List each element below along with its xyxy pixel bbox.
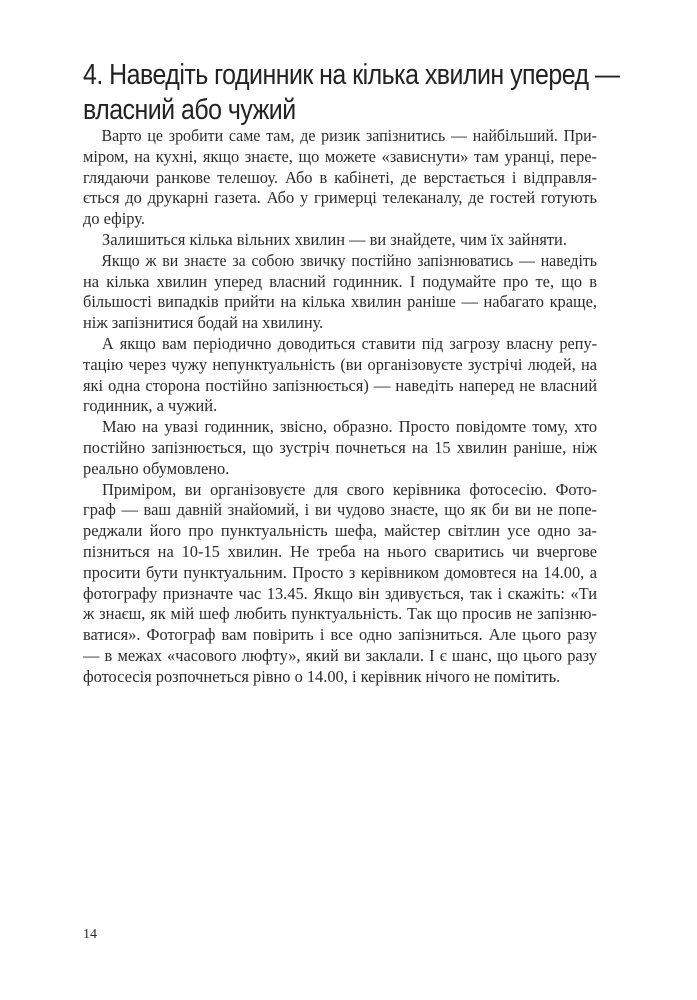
- paragraph-4: [83, 334, 597, 417]
- paragraph-1: [83, 126, 597, 230]
- text-line: граф — ваш давній знайомий, і ви чудово знаєте, що як би ви не попе-: [83, 500, 597, 520]
- text-line: просити бути пунктуальним. Просто з керівником домовтеся на 14.00, а: [83, 562, 597, 582]
- text-line: ніж запізнитися бодай на хвилину.: [83, 313, 324, 333]
- text-line: годинник, а чужий.: [83, 396, 218, 416]
- text-line: тацію через чужу непунктуальність (ви організовуєте зустрічі людей, на: [83, 354, 597, 374]
- text-line: ється до друкарні газета. Або у гримерці телеканалу, де гостей готують: [83, 188, 597, 208]
- text-line: фотографу призначте час 13.45. Якщо він здивується, так і скажіть: «Ти: [83, 583, 597, 603]
- text-line: фотосесія розпочнеться рівно о 14.00, і керівник нічого не помітить.: [83, 666, 561, 686]
- text-line: — в межах «часового люфту», який ви заклали. І є шанс, що цього разу: [83, 645, 597, 665]
- text-line: Приміром, ви організовуєте для свого керівника фотосесію. Фото-: [102, 479, 597, 499]
- text-line: до ефіру.: [83, 209, 145, 229]
- text-line: Варто це зробити саме там, де ризик запізнитись — найбільший. При-: [101, 126, 597, 145]
- heading-line-2: власний або чужий: [83, 94, 296, 126]
- paragraph-5: [83, 417, 597, 479]
- page-number: 14: [83, 927, 97, 942]
- text-line: які одна сторона постійно запізнюється) — наведіть наперед не власний: [83, 375, 597, 395]
- text-line: більшості випадків прийти на кілька хвилин раніше — набагато краще,: [83, 292, 597, 312]
- text-line: Якщо ж ви знаєте за собою звичку постійно запізнюватись — наведіть: [101, 250, 598, 270]
- text-line: реджали його про пунктуальність шефа, майстер світлин усе одно за-: [83, 521, 597, 541]
- text-line: Залишиться кілька вільних хвилин — ви знайдете, чим їх зайняти.: [102, 229, 567, 249]
- text-line: ватися». Фотограф вам повірить і все одно запізниться. Але цього разу: [83, 625, 597, 645]
- body-text: [83, 126, 597, 688]
- heading-line-1: 4. Наведіть годинник на кілька хвилин уперед —: [83, 59, 620, 91]
- text-line: Маю на увазі годинник, звісно, образно. Просто повідомте тому, хто: [101, 417, 598, 437]
- text-line: глядаючи ранкове телешоу. Або в кабінеті, де верстається і відправля-: [83, 167, 597, 187]
- paragraph-2: [83, 230, 597, 251]
- text-line: А якщо вам періодично доводиться ставити під загрозу власну репу-: [101, 333, 598, 353]
- text-line: ж знаєш, як мій шеф любить пунктуальність. Так що просив не запізню-: [83, 604, 597, 624]
- text-line: на кілька хвилин уперед власний годинник. І подумайте про те, що в: [83, 271, 597, 291]
- section-heading: [83, 58, 620, 128]
- text-line: міром, на кухні, якщо знаєте, що можете «зависнути» там уранці, пере-: [83, 146, 597, 166]
- paragraph-6: [83, 480, 597, 688]
- paragraph-3: [83, 251, 597, 334]
- text-line: постійно запізнюється, що зустріч почнеться на 15 хвилин раніше, ніж: [83, 437, 597, 457]
- text-line: реально обумовлено.: [83, 458, 230, 478]
- text-line: пізниться на 10-15 хвилин. Не треба на нього сваритись чи вчергове: [83, 541, 597, 561]
